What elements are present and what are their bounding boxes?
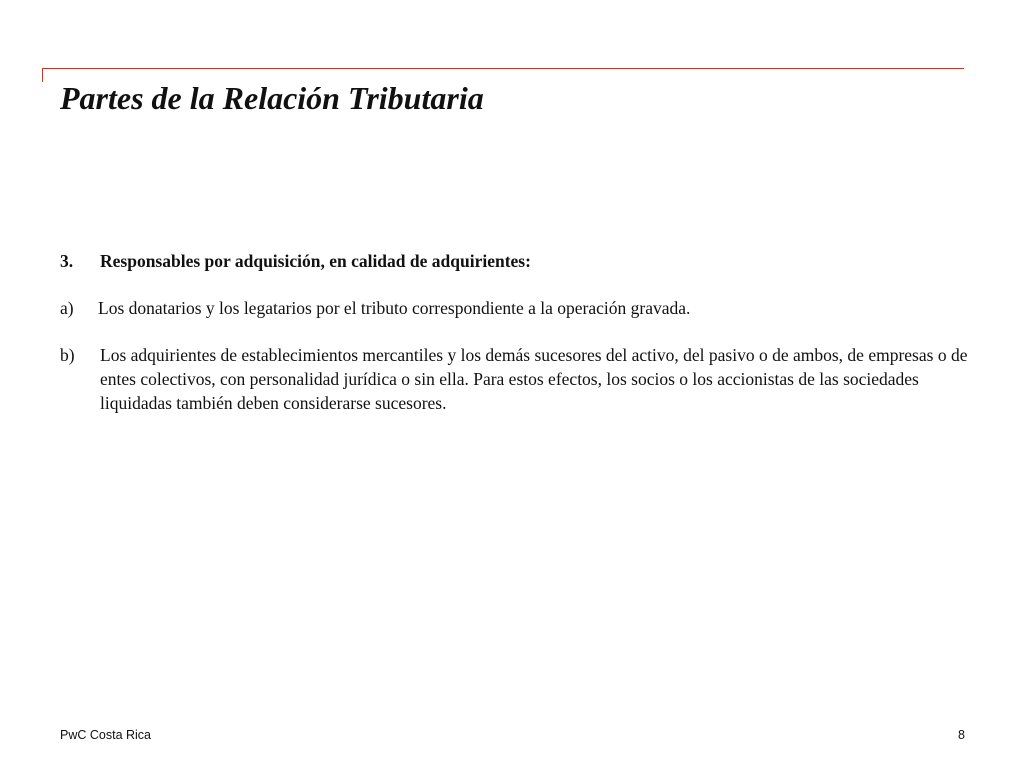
footer-page-number: 8 <box>958 728 965 742</box>
section-heading-text: Responsables por adquisición, en calidad de adquirientes: <box>100 251 531 271</box>
slide-title: Partes de la Relación Tributaria <box>60 80 484 116</box>
list-text-b: Los adquirientes de establecimientos mercantiles y los demás sucesores del activo, del pasivo o de ambos, de empresas o de entes colectivos, con personalidad jurídica o sin ella. Para estos efectos, los socios o los accionistas de las sociedades liquidadas también deben considerarse sucesores. <box>100 345 968 413</box>
section-number: 3. <box>60 251 74 271</box>
list-text-a: Los donatarios y los legatarios por el tributo correspondiente a la operación gravada. <box>98 298 691 318</box>
list-marker-a: a) <box>60 298 74 318</box>
header-corner-tick <box>42 68 43 82</box>
footer-company: PwC Costa Rica <box>60 728 151 742</box>
header-rule <box>42 68 964 69</box>
list-item-a <box>60 296 970 320</box>
section-heading <box>60 249 970 273</box>
list-item-b <box>60 343 970 415</box>
slide-body <box>60 249 970 415</box>
list-marker-b: b) <box>60 345 75 365</box>
